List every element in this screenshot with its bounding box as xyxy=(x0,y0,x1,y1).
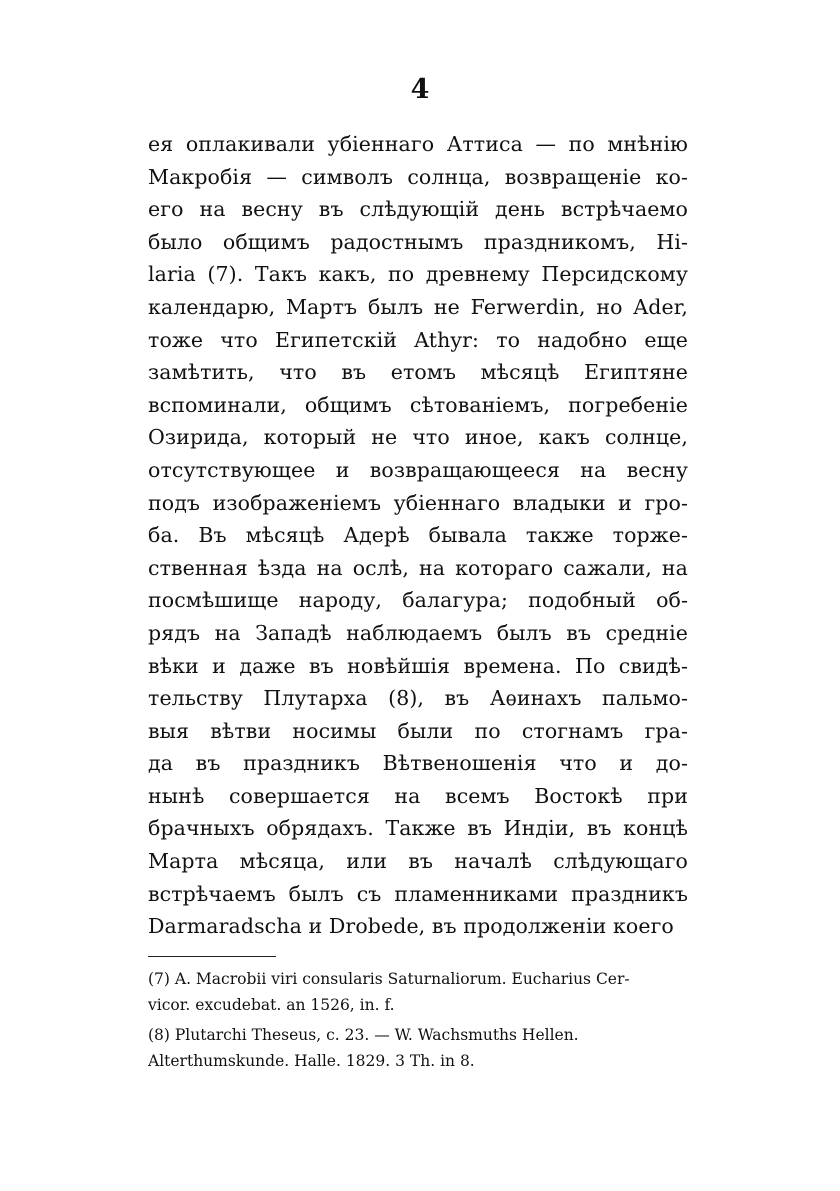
footnote-line: vicor. excudebat. an 1526, in. f. xyxy=(148,996,395,1014)
text-line: ба. Въ мѣсяцѣ Адерѣ бывала также торже- xyxy=(148,523,688,548)
text-line: брачныхъ обрядахъ. Также въ Индіи, въ концѣ xyxy=(148,816,688,841)
footnote-7 xyxy=(148,966,688,1018)
text-line: laria (7). Такъ какъ, по древнему Персидскому xyxy=(148,262,688,287)
footnote-8 xyxy=(148,1022,688,1074)
text-line: ственная ѣзда на ослѣ, на котораго сажали, на xyxy=(148,555,688,580)
text-line: выя вѣтви носимы были по стогнамъ гра- xyxy=(148,718,688,743)
text-line: замѣтить, что въ етомъ мѣсяцѣ Египтяне xyxy=(148,360,688,385)
footnote-line: Alterthumskunde. Halle. 1829. 3 Th. in 8. xyxy=(148,1052,475,1070)
page-number: 4 xyxy=(410,74,430,105)
text-line: вѣки и даже въ новѣйшія времена. По свидѣ- xyxy=(148,653,688,678)
footnote-line: (8) Plutarchi Theseus, c. 23. — W. Wachsmuths Hellen. xyxy=(148,1026,579,1044)
text-line: отсутствующее и возвращающееся на весну xyxy=(148,457,688,482)
text-line: Darmaradscha и Drobede, въ продолженіи коего xyxy=(148,914,674,939)
text-line: посмѣшище народу, балагура; подобный об- xyxy=(148,588,688,613)
body-text xyxy=(148,128,688,943)
text-line: тельству Плутарха (8), въ Аѳинахъ пальмо- xyxy=(148,686,688,711)
text-line: рядъ на Западѣ наблюдаемъ былъ въ средніе xyxy=(148,620,688,645)
footnotes xyxy=(148,966,688,1074)
text-line: Марта мѣсяца, или въ началѣ слѣдующаго xyxy=(148,849,688,874)
text-line: Макробія — символъ солнца, возвращеніе ко- xyxy=(148,164,688,189)
text-line: его на весну въ слѣдующій день встрѣчаемо xyxy=(148,197,688,222)
text-line: нынѣ совершается на всемъ Востокѣ при xyxy=(148,783,688,808)
text-line: подъ изображеніемъ убіеннаго владыки и гро- xyxy=(148,490,688,515)
text-line: да въ праздникъ Вѣтвеношенія что и до- xyxy=(148,751,688,776)
text-line: Озирида, который не что иное, какъ солнце, xyxy=(148,425,688,450)
text-line: было общимъ радостнымъ праздникомъ, Hi- xyxy=(148,229,688,254)
footnote-divider xyxy=(148,956,276,957)
text-line: ея оплакивали убіеннаго Аттиса — по мнѣнію xyxy=(148,132,688,156)
text-line: календарю, Мартъ былъ не Ferwerdin, но Ader, xyxy=(148,294,688,319)
text-line: вспоминали, общимъ сѣтованіемъ, погребеніе xyxy=(148,392,688,417)
text-line: встрѣчаемъ былъ съ пламенниками праздникъ xyxy=(148,881,688,906)
text-line: тоже что Египетскій Athyr: то надобно еще xyxy=(148,327,688,352)
footnote-line: (7) A. Macrobii viri consularis Saturnaliorum. Eucharius Cer- xyxy=(148,970,630,988)
